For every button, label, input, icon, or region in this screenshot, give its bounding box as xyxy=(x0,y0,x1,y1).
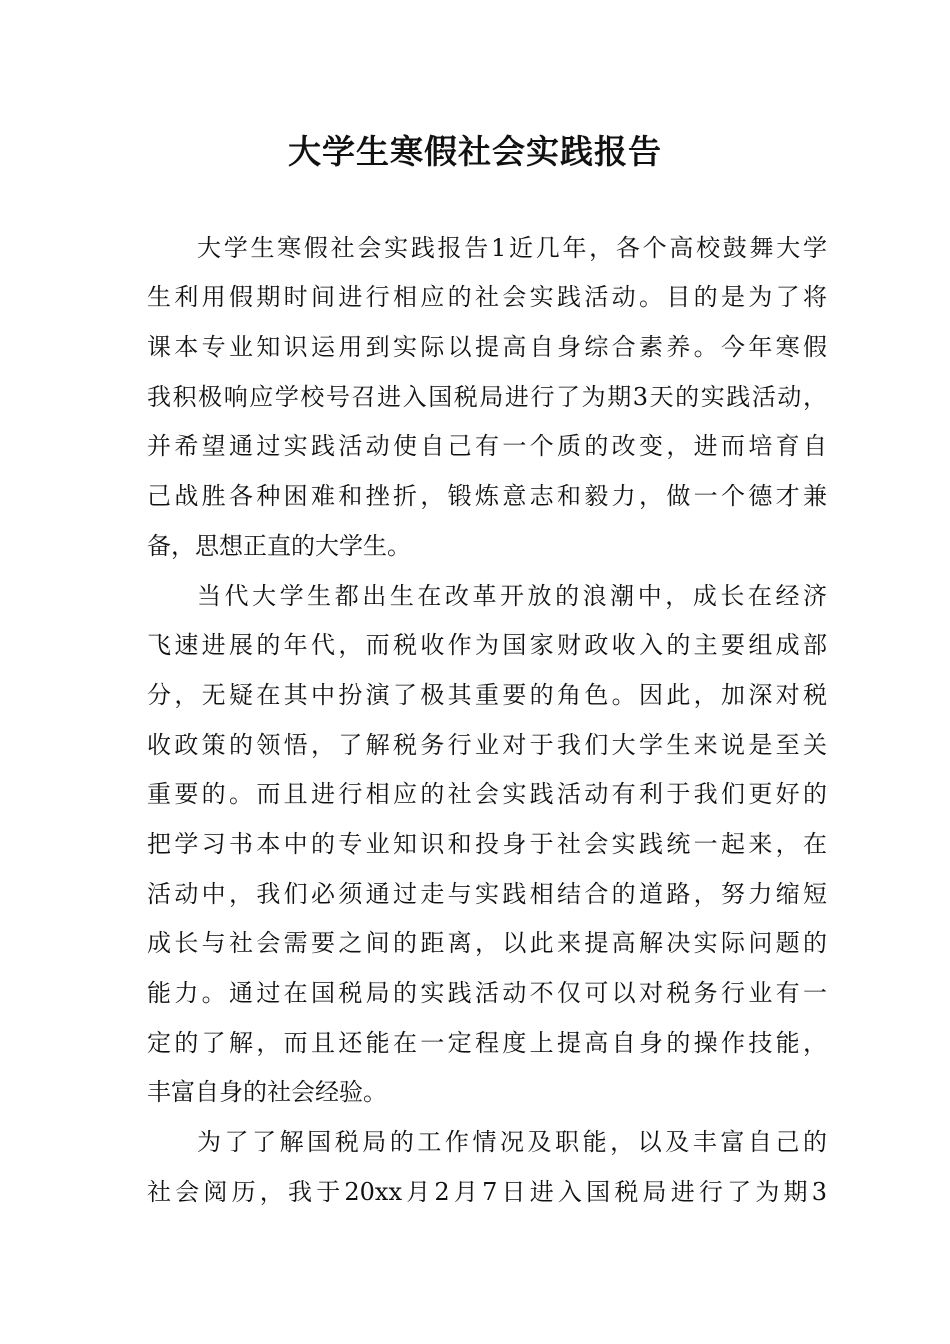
paragraph-line: 成长与社会需要之间的距离，以此来提高解决实际问题的 xyxy=(147,929,827,957)
paragraph-line: 重要的。而且进行相应的社会实践活动有利于我们更好的 xyxy=(147,780,827,808)
paragraph-line: 备，思想正直的大学生。 xyxy=(147,532,411,560)
paragraph-line: 并希望通过实践活动使自己有一个质的改变，进而培育自 xyxy=(147,432,827,460)
paragraph-line: 定的了解，而且还能在一定程度上提高自身的操作技能， xyxy=(147,1029,827,1057)
paragraph-line: 丰富自身的社会经验。 xyxy=(147,1078,387,1106)
paragraph-line: 当代大学生都出生在改革开放的浪潮中，成长在经济 xyxy=(197,582,827,610)
paragraph-line: 我积极响应学校号召进入国税局进行了为期3天的实践活动， xyxy=(147,383,827,411)
paragraph-line: 活动中，我们必须通过走与实践相结合的道路，努力缩短 xyxy=(147,880,827,908)
paragraph-line: 能力。通过在国税局的实践活动不仅可以对税务行业有一 xyxy=(147,979,827,1007)
paragraph-line: 大学生寒假社会实践报告1近几年，各个高校鼓舞大学 xyxy=(197,234,827,262)
paragraph-line: 为了了解国税局的工作情况及职能，以及丰富自己的 xyxy=(197,1128,827,1156)
paragraph-line: 己战胜各种困难和挫折，锻炼意志和毅力，做一个德才兼 xyxy=(147,482,827,510)
paragraph-line: 生利用假期时间进行相应的社会实践活动。目的是为了将 xyxy=(147,283,827,311)
paragraph-line: 课本专业知识运用到实际以提高自身综合素养。今年寒假 xyxy=(147,333,827,361)
paragraph-line: 社会阅历，我于20xx月2月7日进入国税局进行了为期3 xyxy=(147,1178,827,1206)
document-title: 大学生寒假社会实践报告 xyxy=(288,132,662,171)
paragraph-line: 分，无疑在其中扮演了极其重要的角色。因此，加深对税 xyxy=(147,681,827,709)
paragraph-line: 把学习书本中的专业知识和投身于社会实践统一起来，在 xyxy=(147,830,827,858)
paragraph-line: 收政策的领悟，了解税务行业对于我们大学生来说是至关 xyxy=(147,731,827,759)
paragraph-line: 飞速进展的年代，而税收作为国家财政收入的主要组成部 xyxy=(147,631,827,659)
